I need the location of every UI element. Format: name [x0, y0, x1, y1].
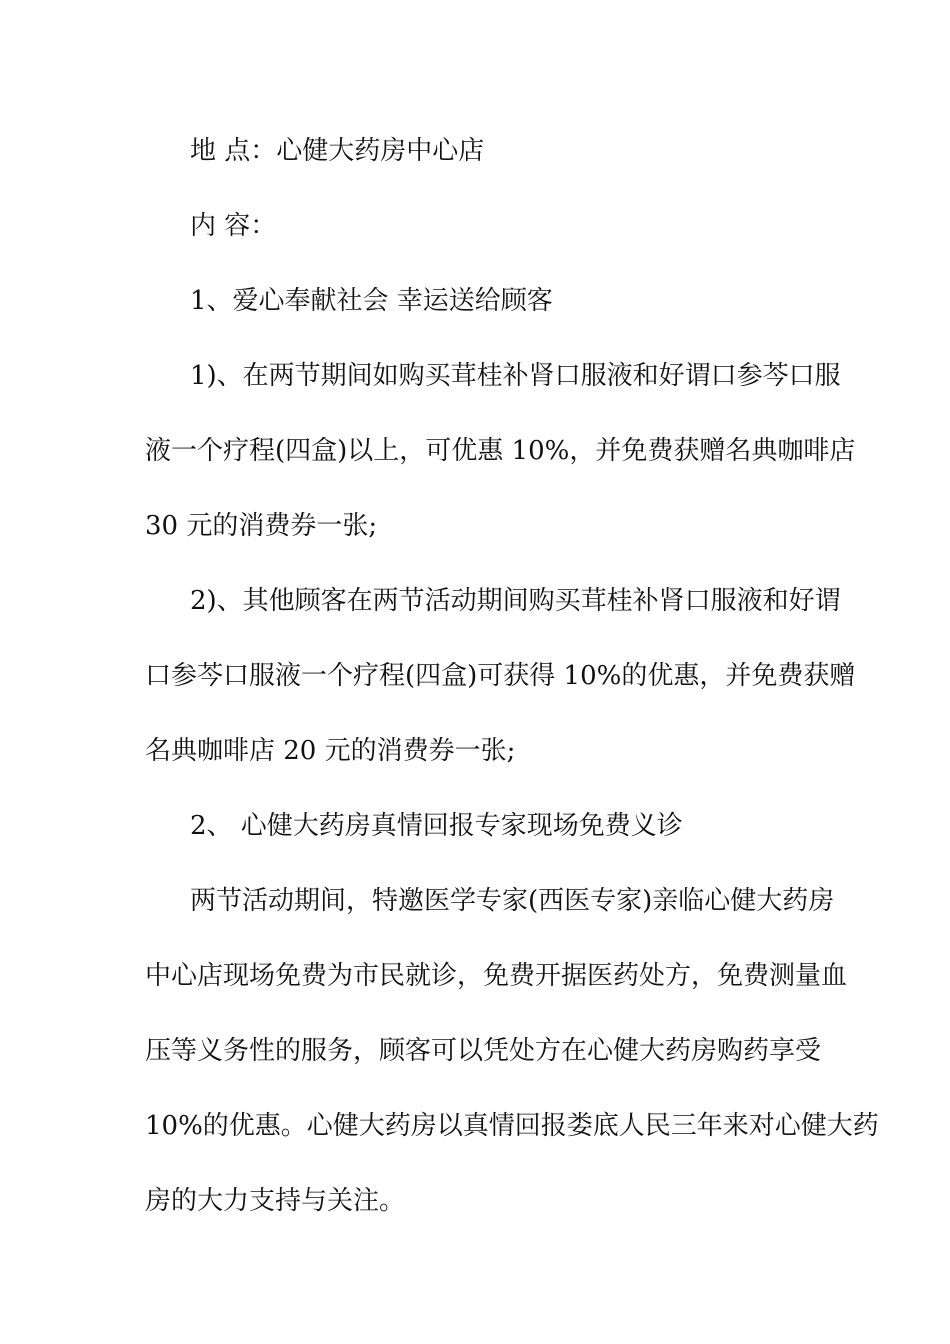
item-2-title: 2、 心健大药房真情回报专家现场免费义诊 [190, 811, 683, 841]
content-heading: 内 容： [190, 211, 277, 241]
item-2-paragraph-line: 中心店现场免费为市民就诊，免费开据医药处方，免费测量血 [145, 961, 848, 991]
item-1-paragraph-2-line: 名典咖啡店 20 元的消费券一张; [145, 736, 516, 766]
item-2-paragraph-line: 10%的优惠。心健大药房以真情回报娄底人民三年来对心健大药 [145, 1111, 879, 1141]
item-2-paragraph-line: 房的大力支持与关注。 [145, 1186, 406, 1216]
item-1-paragraph-1-line: 1)、在两节期间如购买茸桂补肾口服液和好谓口参芩口服 [190, 361, 841, 391]
location-line: 地 点：心健大药房中心店 [190, 136, 485, 166]
item-1-title: 1、爱心奉献社会 幸运送给顾客 [190, 286, 553, 316]
item-1-paragraph-1-line: 液一个疗程(四盒)以上，可优惠 10%，并免费获赠名典咖啡店 [145, 436, 856, 466]
item-2-paragraph-line: 压等义务性的服务，顾客可以凭处方在心健大药房购药享受 [145, 1036, 822, 1066]
item-1-paragraph-2-line: 口参芩口服液一个疗程(四盒)可获得 10%的优惠，并免费获赠 [145, 661, 856, 691]
item-1-paragraph-2-line: 2)、其他顾客在两节活动期间购买茸桂补肾口服液和好谓 [190, 586, 841, 616]
item-2-paragraph-line: 两节活动期间，特邀医学专家(西医专家)亲临心健大药房 [190, 886, 835, 916]
item-1-paragraph-1-line: 30 元的消费券一张; [145, 511, 378, 541]
